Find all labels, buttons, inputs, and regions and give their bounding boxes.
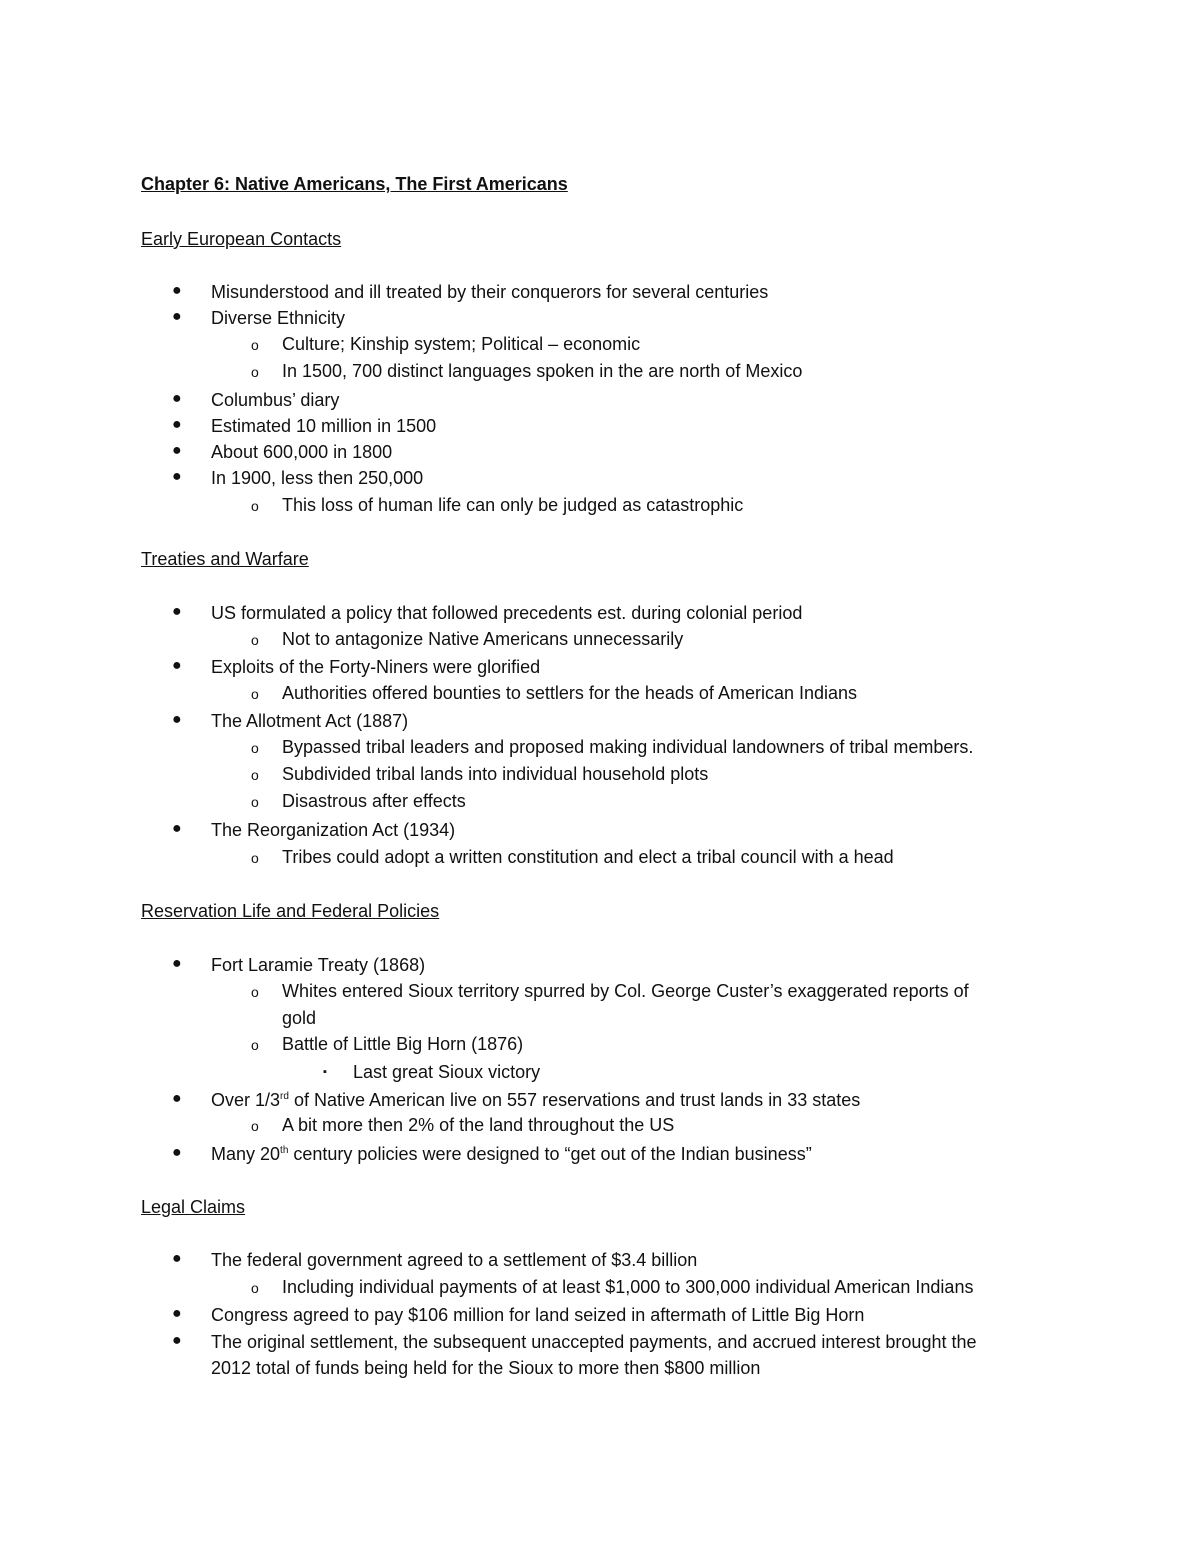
list-item: In 1900, less then 250,000 — [211, 468, 424, 488]
list-item: Congress agreed to pay $106 million for land seized in aftermath of Little Big Horn — [211, 1305, 865, 1325]
list-item: Estimated 10 million in 1500 — [211, 416, 437, 436]
list-item: The Reorganization Act (1934) — [211, 820, 456, 840]
list-item: Exploits of the Forty-Niners were glorified — [211, 657, 541, 677]
section-heading-legal-claims: Legal Claims — [141, 1197, 246, 1217]
list-item: Fort Laramie Treaty (1868) — [211, 955, 426, 975]
circle-bullet-icon: o — [251, 740, 259, 756]
list-item: The original settlement, the subsequent unaccepted payments, and accrued interest brought the — [211, 1332, 977, 1352]
list-subitem: Authorities offered bounties to settlers for the heads of American Indians — [282, 683, 858, 703]
page-title: Chapter 6: Native Americans, The First Americans — [141, 174, 568, 194]
text-run: century policies were designed to “get out of the Indian business” — [288, 1144, 812, 1164]
bullet-icon: ● — [172, 711, 182, 728]
circle-bullet-icon: o — [251, 686, 259, 702]
circle-bullet-icon: o — [251, 1280, 259, 1296]
circle-bullet-icon: o — [251, 794, 259, 810]
list-subitem: Including individual payments of at least $1,000 to 300,000 individual American Indians — [282, 1277, 974, 1297]
square-bullet-icon: ▪ — [323, 1066, 327, 1078]
list-item: Misunderstood and ill treated by their conquerors for several centuries — [211, 282, 769, 302]
list-item: The Allotment Act (1887) — [211, 711, 409, 731]
circle-bullet-icon: o — [251, 632, 259, 648]
list-item: Columbus’ diary — [211, 390, 340, 410]
ordinal-superscript: th — [280, 1145, 289, 1156]
list-subitem: Disastrous after effects — [282, 791, 466, 811]
section-heading-reservation-life: Reservation Life and Federal Policies — [141, 901, 440, 921]
list-subitem: Whites entered Sioux territory spurred by Col. George Custer’s exaggerated reports of — [282, 981, 969, 1001]
bullet-icon: ● — [172, 468, 182, 485]
bullet-icon: ● — [172, 955, 182, 972]
list-subitem: Tribes could adopt a written constitution and elect a tribal council with a head — [282, 847, 894, 867]
bullet-icon: ● — [172, 603, 182, 620]
bullet-icon: ● — [172, 1090, 182, 1107]
list-subitem: Culture; Kinship system; Political – economic — [282, 334, 641, 354]
circle-bullet-icon: o — [251, 364, 259, 380]
list-subitem: In 1500, 700 distinct languages spoken in the are north of Mexico — [282, 361, 803, 381]
bullet-icon: ● — [172, 416, 182, 433]
bullet-icon: ● — [172, 657, 182, 674]
circle-bullet-icon: o — [251, 1037, 259, 1053]
bullet-icon: ● — [172, 390, 182, 407]
list-item: US formulated a policy that followed precedents est. during colonial period — [211, 603, 803, 623]
text-run: Over 1/3 — [211, 1090, 281, 1110]
list-subitem: Subdivided tribal lands into individual household plots — [282, 764, 709, 784]
list-item: Diverse Ethnicity — [211, 308, 346, 328]
bullet-icon: ● — [172, 282, 182, 299]
list-item-continuation: 2012 total of funds being held for the Sioux to more then $800 million — [211, 1358, 761, 1378]
list-item: About 600,000 in 1800 — [211, 442, 393, 462]
list-subitem: Battle of Little Big Horn (1876) — [282, 1034, 524, 1054]
section-heading-early-contacts: Early European Contacts — [141, 229, 342, 249]
circle-bullet-icon: o — [251, 984, 259, 1000]
bullet-icon: ● — [172, 442, 182, 459]
ordinal-superscript: rd — [280, 1091, 289, 1102]
list-subitem: A bit more then 2% of the land throughout the US — [282, 1115, 675, 1135]
list-item: The federal government agreed to a settlement of $3.4 billion — [211, 1250, 698, 1270]
section-heading-treaties: Treaties and Warfare — [141, 549, 309, 569]
list-subitem-continuation: gold — [282, 1008, 317, 1028]
list-subsubitem: Last great Sioux victory — [353, 1062, 541, 1082]
text-run: Many 20 — [211, 1144, 281, 1164]
circle-bullet-icon: o — [251, 1118, 259, 1134]
bullet-icon: ● — [172, 1332, 182, 1349]
circle-bullet-icon: o — [251, 767, 259, 783]
bullet-icon: ● — [172, 1305, 182, 1322]
circle-bullet-icon: o — [251, 337, 259, 353]
bullet-icon: ● — [172, 1144, 182, 1161]
list-subitem: Not to antagonize Native Americans unnecessarily — [282, 629, 684, 649]
bullet-icon: ● — [172, 1250, 182, 1267]
list-item — [211, 1141, 812, 1167]
list-item — [211, 1087, 860, 1113]
bullet-icon: ● — [172, 820, 182, 837]
list-subitem: Bypassed tribal leaders and proposed making individual landowners of tribal members. — [282, 737, 974, 757]
bullet-icon: ● — [172, 308, 182, 325]
circle-bullet-icon: o — [251, 498, 259, 514]
list-subitem: This loss of human life can only be judged as catastrophic — [282, 495, 744, 515]
text-run: of Native American live on 557 reservations and trust lands in 33 states — [288, 1090, 861, 1110]
circle-bullet-icon: o — [251, 850, 259, 866]
